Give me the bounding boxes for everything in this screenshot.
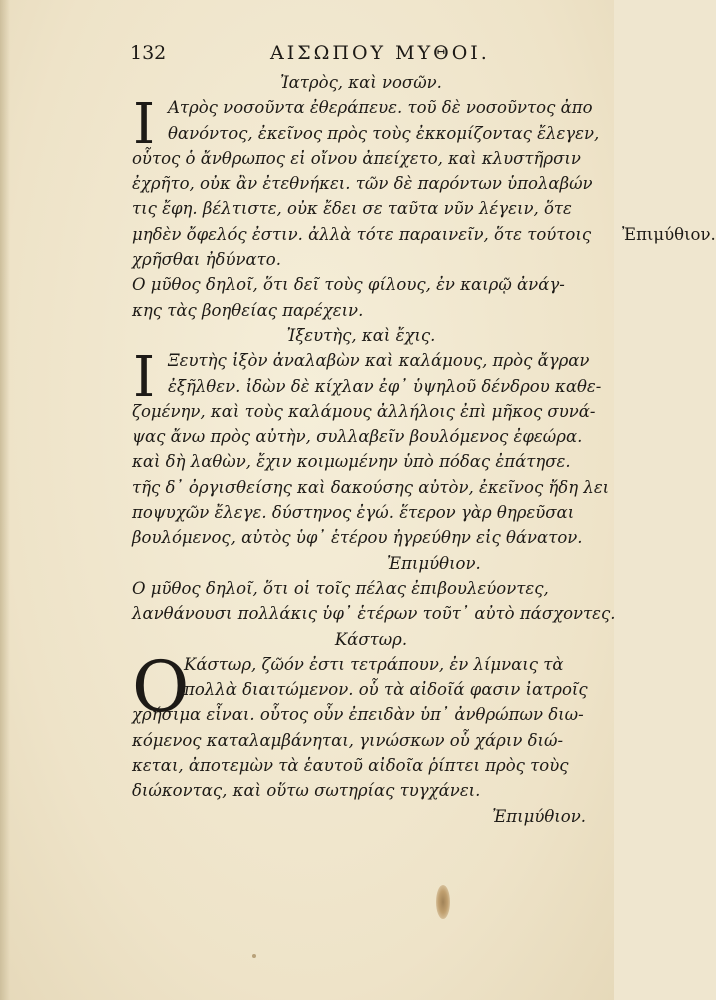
text-line: ποψυχῶν ἔλεγε. δύστηνος ἐγώ. ἕτερον γὰρ θηρεῦσαι bbox=[132, 503, 575, 523]
fable-body: Ι Ατρὸς νοσοῦντα ἐθεράπευε. τοῦ δὲ νοσοῦντος ἀπο θανόντος, ἐκεῖνος πρὸς τοὺς ἐκκομίζοντας ἔλεγεν, οὗτος ὁ ἄνθρωπος εἰ οἴνου ἀπείχετο, καὶ κλυστῆρσιν ἐχρῆτο, οὐκ ἂν ἐτεθνήκει. τῶν δὲ παρόντων ὑπολαβών τις ἔφη. βέλτιστε, οὐκ ἔδει σε ταῦτα νῦν λέγειν, ὅτε μηδὲν ὄφελός ἐστιν. ἀλλὰ τότε παραινεῖν, ὅτε τούτοις χρῆσθαι ἠδύνατο.Ἐπιμύθιον. bbox=[132, 95, 590, 272]
running-title: ΑΙΣΩΠΟΥ ΜΥΘΟΙ. bbox=[270, 42, 490, 64]
text-line: κεται, ἀποτεμὼν τὰ ἑαυτοῦ αἰδοῖα ῥίπτει πρὸς τοὺς bbox=[132, 756, 569, 776]
text-line: ἐχρῆτο, οὐκ ἂν ἐτεθνήκει. τῶν δὲ παρόντων ὑπολαβών bbox=[132, 174, 593, 194]
text-line: ψας ἄνω πρὸς αὐτὴν, συλλαβεῖν βουλόμενος ἐφεώρα. bbox=[132, 427, 583, 447]
fable-title: Κάστωρ. bbox=[334, 629, 408, 649]
text-line: Ξευτὴς ἰξὸν ἀναλαβὼν καὶ καλάμους, πρὸς ἄγραν bbox=[168, 351, 590, 371]
page-text bbox=[132, 70, 716, 829]
moral-line: λανθάνουσι πολλάκις ὑφ᾽ ἑτέρων τοῦτ᾽ αὐτὸ πάσχοντες. bbox=[132, 604, 616, 624]
text-line: μηδὲν ὄφελός ἐστιν. ἀλλὰ τότε παραινεῖν, ὅτε τούτοις bbox=[132, 224, 592, 244]
fable-title: Ἰξευτὴς, καὶ ἔχις. bbox=[286, 325, 436, 345]
moral-line: Ο μῦθος δηλοῖ, ὅτι οἱ τοῖς πέλας ἐπιβουλεύοντες, bbox=[132, 578, 549, 598]
text-line: ζομένην, καὶ τοὺς καλάμους ἀλλήλοις ἐπὶ μῆκος συνά- bbox=[132, 401, 596, 421]
text-line: θανόντος, ἐκεῖνος πρὸς τοὺς ἐκκομίζοντας ἔλεγεν, bbox=[168, 123, 600, 143]
drop-cap-initial: Ο bbox=[132, 645, 190, 728]
page-header bbox=[130, 42, 530, 70]
text-line: τῆς δ᾽ ὀργισθείσης καὶ δακούσης αὐτὸν, ἐκεῖνος ἤδη λει bbox=[132, 477, 610, 497]
text-line: οὗτος ὁ ἄνθρωπος εἰ οἴνου ἀπείχετο, καὶ κλυστῆρσιν bbox=[132, 148, 581, 168]
text-line: Ατρὸς νοσοῦντα ἐθεράπευε. τοῦ δὲ νοσοῦντος ἀπο bbox=[168, 98, 593, 118]
text-line: τις ἔφη. βέλτιστε, οὐκ ἔδει σε ταῦτα νῦν λέγειν, ὅτε bbox=[132, 199, 572, 219]
text-line: χρήσιμα εἶναι. οὗτος οὖν ἐπειδὰν ὑπ᾽ ἀνθρώπων διω- bbox=[132, 705, 584, 725]
moral-line: Ο μῦθος δηλοῖ, ὅτι δεῖ τοὺς φίλους, ἐν καιρῷ ἀνάγ- bbox=[132, 275, 565, 295]
text-line: Κάστωρ, ζῶόν ἐστι τετράπουν, ἐν λίμναις τὰ bbox=[184, 654, 564, 674]
moral-line: κης τὰς βοηθείας παρέχειν. bbox=[132, 300, 364, 320]
epimythion-label: Ἐπιμύθιον. bbox=[387, 553, 481, 573]
text-line: πολλὰ διαιτώμενον. οὗ τὰ αἰδοῖά φασιν ἰατροῖς bbox=[184, 680, 588, 700]
text-line: καὶ δὴ λαθὼν, ἔχιν κοιμωμένην ὑπὸ πόδας ἐπάτησε. bbox=[132, 452, 571, 472]
drop-cap-initial: Ι bbox=[133, 345, 156, 411]
page-gutter-shadow bbox=[0, 0, 10, 1000]
text-line: διώκοντας, καὶ οὕτω σωτηρίας τυγχάνει. bbox=[132, 781, 481, 801]
fable-body bbox=[132, 645, 590, 804]
text-line: βουλόμενος, αὐτὸς ὑφ᾽ ἑτέρου ἠγρεύθην εἰς θάνατον. bbox=[132, 528, 583, 548]
paper-spot bbox=[252, 954, 256, 958]
text-line: ἐξῆλθεν. ἰδὼν δὲ κίχλαν ἐφ᾽ ὑψηλοῦ δένδρου καθε- bbox=[168, 376, 602, 396]
epimythion-catchword: Ἐπιμύθιον. bbox=[492, 806, 586, 826]
fable-body bbox=[132, 345, 610, 550]
text-line: κόμενος καταλαμβάνηται, γινώσκων οὗ χάριν διώ- bbox=[132, 730, 564, 750]
paper-stain bbox=[436, 885, 450, 919]
fable-title: Ἰατρὸς, καὶ νοσῶν. bbox=[280, 73, 442, 92]
text-line: χρῆσθαι ἠδύνατο. bbox=[132, 250, 281, 270]
drop-cap-initial: Ι bbox=[133, 92, 156, 158]
page-number: 132 bbox=[130, 42, 167, 64]
